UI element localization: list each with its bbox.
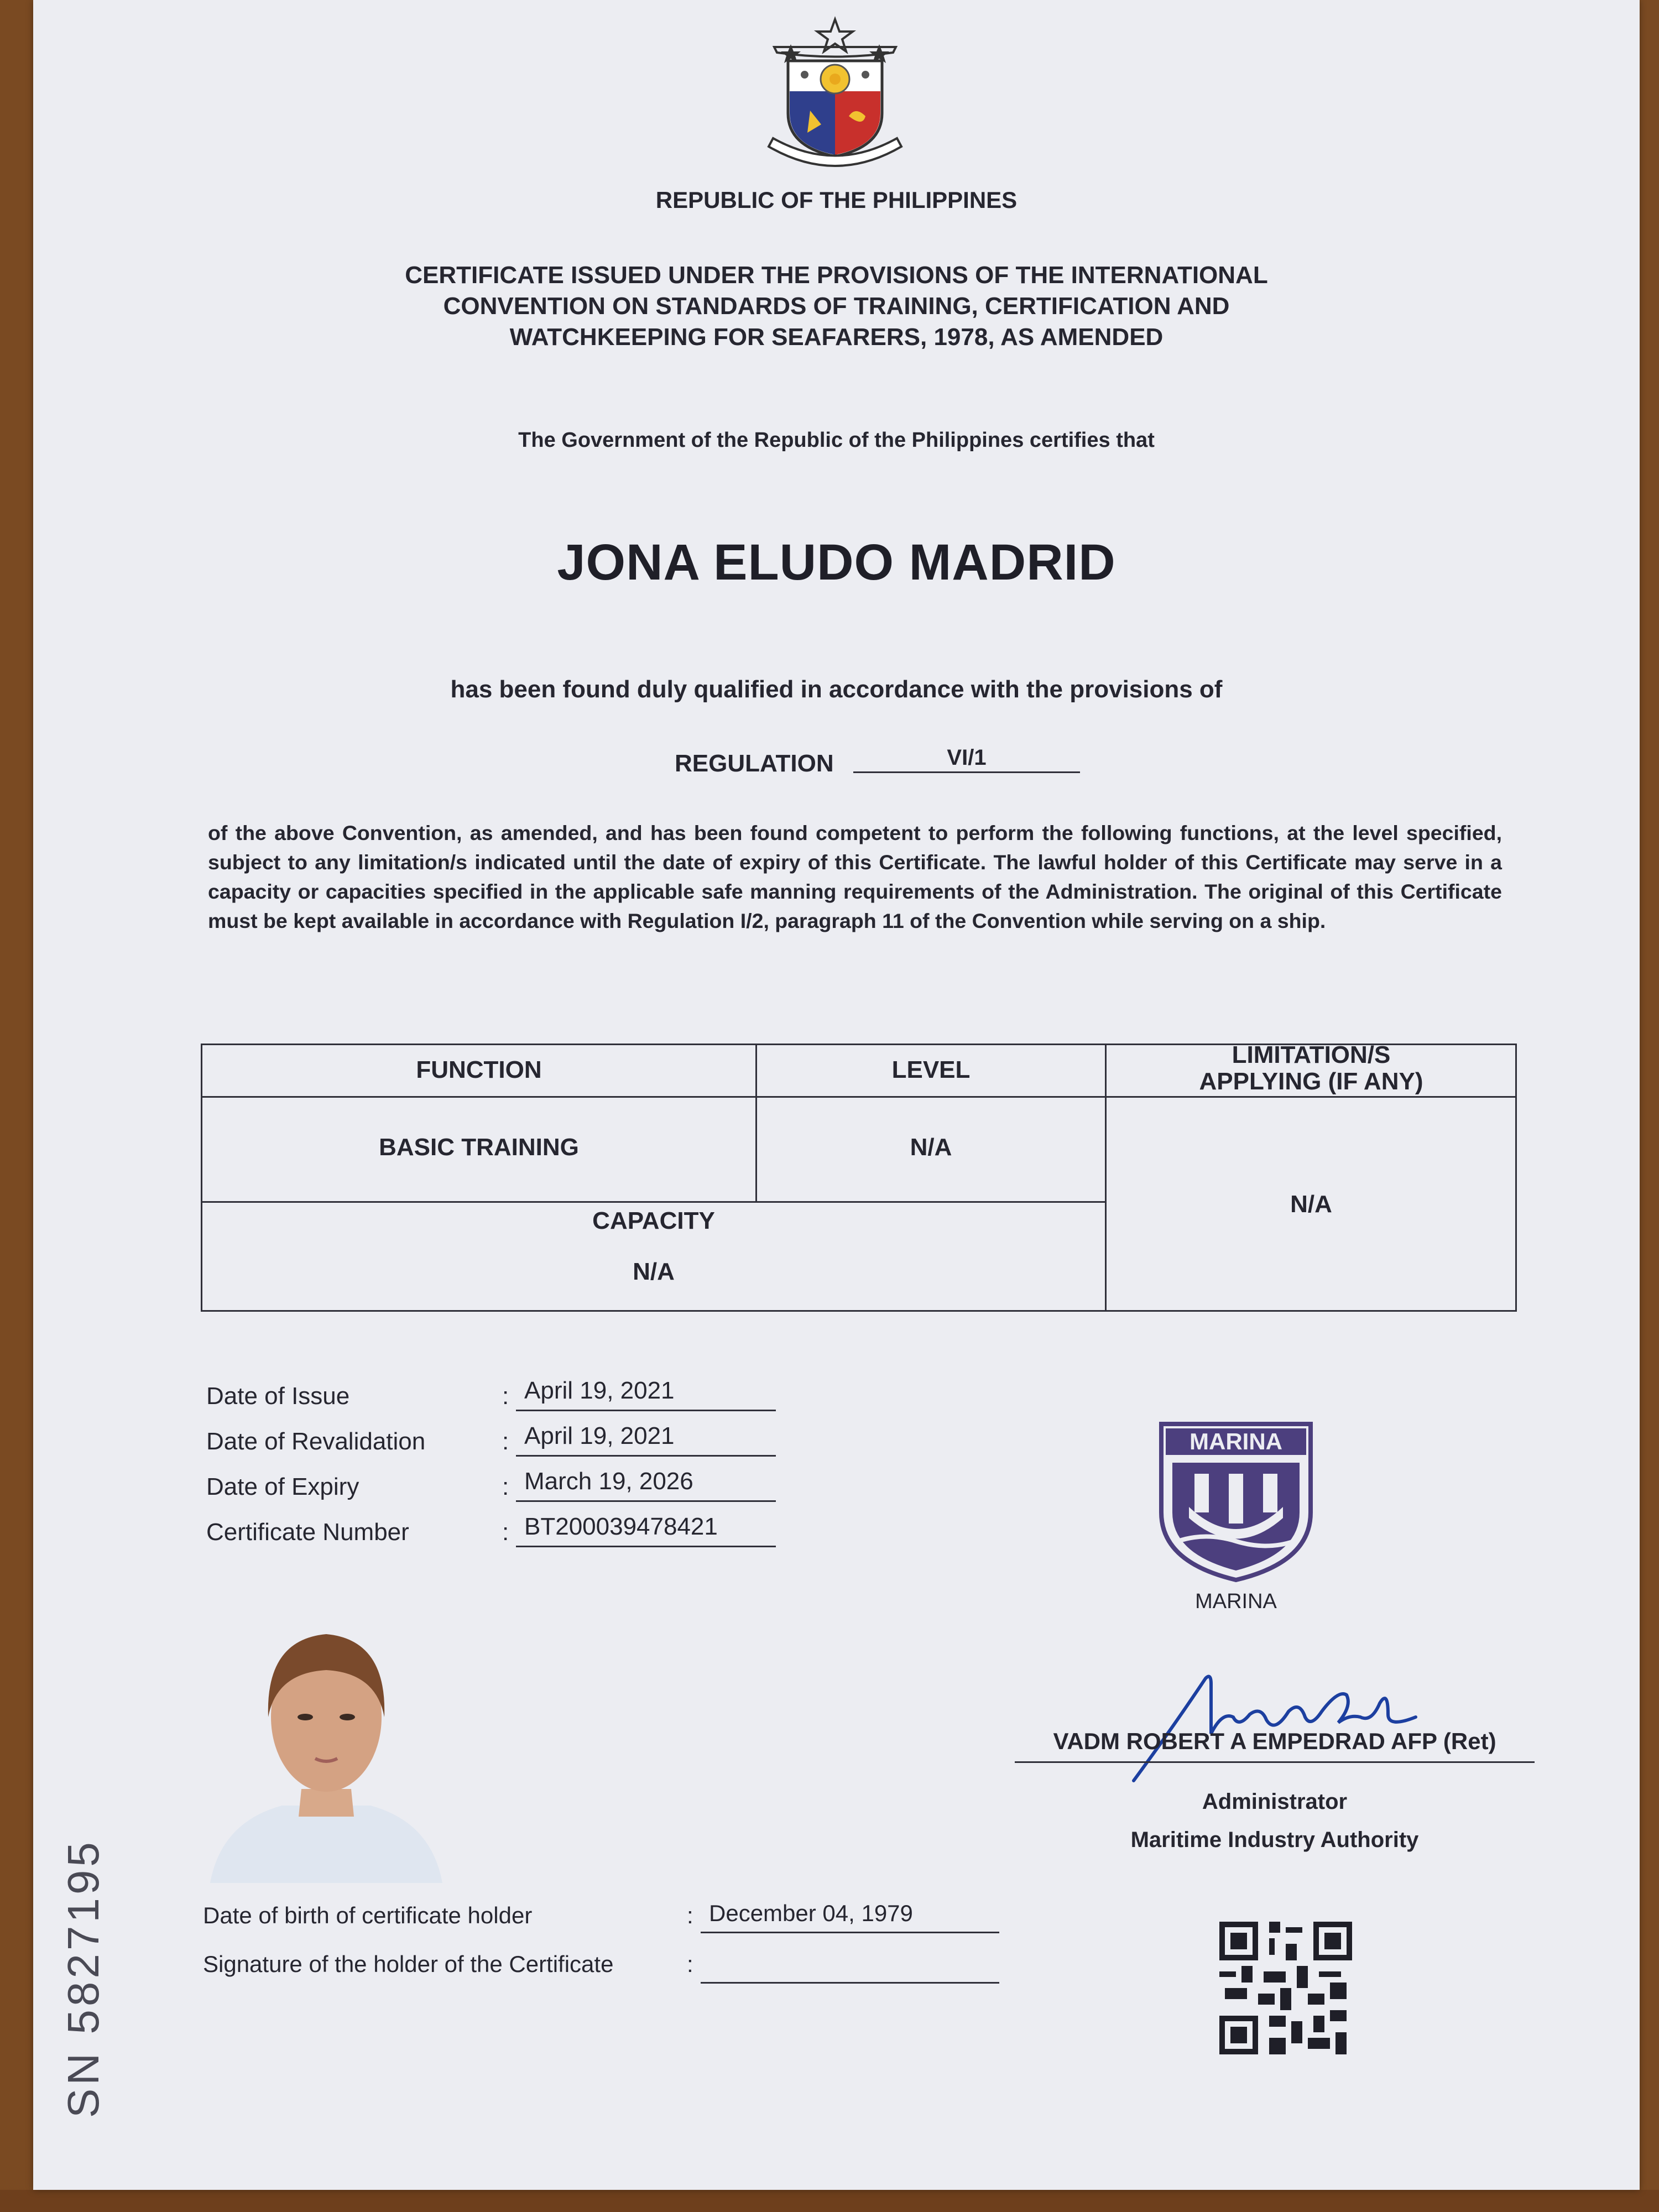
capacity-value: N/A [633, 1258, 675, 1285]
qualified-statement: has been found duly qualified in accordance with the provisions of [450, 676, 1223, 703]
table-divider [202, 1096, 1515, 1098]
detail-value: BT200039478421 [516, 1513, 776, 1547]
detail-label: Certificate Number [206, 1519, 409, 1546]
convention-heading [33, 260, 1640, 353]
header-limitation-line: APPLYING (IF ANY) [1199, 1068, 1423, 1095]
marina-logo-icon [1156, 1418, 1316, 1584]
signature-line [1015, 1761, 1535, 1763]
philippine-coat-of-arms-icon [752, 8, 918, 174]
level-value: N/A [910, 1134, 952, 1161]
birth-label: Date of birth of certificate holder [203, 1902, 533, 1928]
holder-photo [210, 1579, 442, 1883]
detail-row-issue [206, 1377, 815, 1421]
convention-line: WATCHKEEPING FOR SEAFARERS, 1978, AS AMENDED [509, 324, 1164, 351]
signatory-name: VADM ROBERT A EMPEDRAD AFP (Ret) [1053, 1728, 1496, 1754]
convention-line: CERTIFICATE ISSUED UNDER THE PROVISIONS OF THE INTERNATIONAL [405, 262, 1268, 289]
header-limitation [1107, 1042, 1516, 1095]
detail-label: Date of Revalidation [206, 1428, 426, 1455]
detail-colon: : [502, 1428, 509, 1455]
header-function: FUNCTION [416, 1056, 542, 1083]
detail-colon: : [502, 1473, 509, 1500]
convention-line: CONVENTION ON STANDARDS OF TRAINING, CERTIFICATION AND [443, 293, 1230, 320]
table-divider [202, 1201, 1105, 1203]
signatory-title: Administrator [1202, 1790, 1348, 1814]
detail-row-certificate-number [206, 1513, 815, 1557]
detail-colon: : [502, 1383, 509, 1410]
detail-value: March 19, 2026 [516, 1468, 776, 1502]
administrator-signature [1128, 1662, 1438, 1789]
signatory-organization: Maritime Industry Authority [1130, 1828, 1419, 1852]
serial-number: SN 5827195 [59, 1839, 108, 2118]
republic-title: REPUBLIC OF THE PHILIPPINES [655, 187, 1018, 213]
detail-value: April 19, 2021 [516, 1422, 776, 1457]
signature-colon: : [687, 1951, 693, 1977]
function-table [201, 1041, 1517, 1312]
detail-colon: : [502, 1519, 509, 1546]
competence-paragraph: of the above Convention, as amended, and has been found competent to perform the following functions, at the level specified, subject to any limitation/s indicated until the date of expiry of this Certificate. The lawful holder of this Certificate may serve in a capacity or capacities specified in the applicable safe manning requirements of the Administration. The original of this Certificate must be kept available in accordance with Regulation I/2, paragraph 11 of the Convention while serving on a ship. [208, 821, 1502, 932]
header-limitation-line: LIMITATION/S [1232, 1041, 1391, 1068]
holder-signature-line [701, 1949, 999, 1984]
detail-label: Date of Expiry [206, 1473, 359, 1500]
capacity-label: CAPACITY [592, 1207, 715, 1234]
holder-signature-label: Signature of the holder of the Certificate [203, 1951, 614, 1977]
marina-label: MARINA [1195, 1590, 1277, 1613]
regulation-value: VI/1 [853, 745, 1080, 773]
marina-logo-text: MARINA [1190, 1428, 1282, 1454]
detail-value: April 19, 2021 [516, 1377, 776, 1411]
desk-background [0, 2190, 1659, 2212]
certificate-page [33, 0, 1640, 2190]
detail-label: Date of Issue [206, 1383, 350, 1410]
regulation-label: REGULATION [675, 750, 834, 777]
header-level: LEVEL [891, 1056, 971, 1083]
detail-row-revalidation [206, 1422, 815, 1467]
certify-statement: The Government of the Republic of the Philippines certifies that [518, 429, 1155, 452]
function-value: BASIC TRAINING [379, 1134, 579, 1161]
qr-code-icon [1219, 1922, 1352, 2054]
holder-name: JONA ELUDO MADRID [557, 534, 1116, 591]
birth-value: December 04, 1979 [701, 1900, 999, 1933]
detail-row-expiry [206, 1468, 815, 1512]
birth-colon: : [687, 1902, 693, 1928]
limitation-value: N/A [1290, 1191, 1332, 1218]
